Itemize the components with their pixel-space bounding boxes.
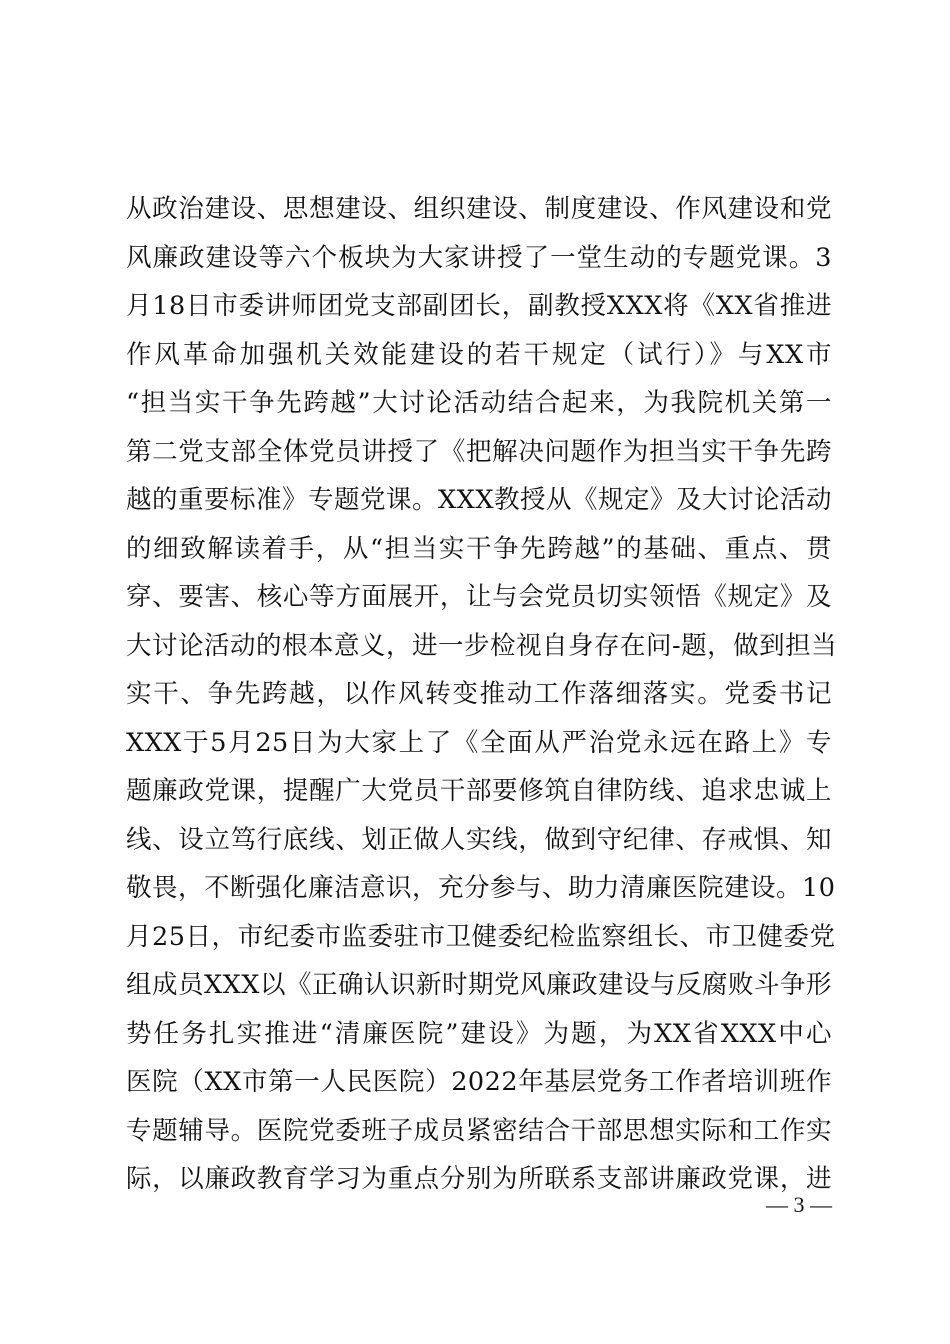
text-line-21: 际，以廉政教育学习为重点分别为所联系支部讲廉政党课，进	[126, 1164, 832, 1194]
text-line-13: 题廉政党课，提醒广大党员干部要修筑自律防线、追求忠诚上	[126, 776, 832, 806]
text-line-8: 的细致解读着手，从“担当实干争先跨越”的基础、重点、贯	[126, 533, 832, 564]
text-line-14: 线、设立笃行底线、划正做人实线，做到守纪律、存戒惧、知	[126, 824, 832, 855]
text-line-5: “担当实干争先跨越”大讨论活动结合起来，为我院机关第一	[126, 388, 832, 418]
text-line-4: 作风革命加强机关效能建设的若干规定（试行）》与XX市	[126, 339, 832, 370]
text-line-7: 越的重要标准》专题党课。XXX教授从《规定》及大讨论活动	[126, 485, 832, 515]
text-line-19: 医院（XX市第一人民医院）2022年基层党务工作者培训班作	[126, 1067, 832, 1097]
text-line-6: 第二党支部全体党员讲授了《把解决问题作为担当实干争先跨	[126, 436, 832, 467]
text-line-18: 势任务扎实推进“清廉医院”建设》为题，为XX省XXX中心	[126, 1018, 832, 1049]
text-line-15: 敬畏，不断强化廉洁意识，充分参与、助力清廉医院建设。10	[126, 873, 836, 903]
body-paragraph	[126, 185, 838, 1204]
text-line-16: 月25日，市纪委市监委驻市卫健委纪检监察组长、市卫健委党	[126, 921, 836, 952]
text-line-20: 专题辅导。医院党委班子成员紧密结合干部思想实际和工作实	[126, 1115, 832, 1146]
text-line-10: 大讨论活动的根本意义，进一步检视自身存在问-题，做到担当	[126, 630, 838, 661]
text-line-9: 穿、要害、核心等方面展开，让与会党员切实领悟《规定》及	[126, 582, 832, 612]
text-line-2: 风廉政建设等六个板块为大家讲授了一堂生动的专题党课。3	[126, 242, 832, 273]
page-number: — 3 —	[766, 1192, 832, 1217]
text-line-1: 从政治建设、思想建设、组织建设、制度建设、作风建设和党	[126, 194, 832, 224]
text-line-3: 月18日市委讲师团党支部副团长，副教授XXX将《XX省推进	[126, 291, 832, 321]
text-line-17: 组成员XXX以《正确认识新时期党风廉政建设与反腐败斗争形	[126, 970, 832, 1000]
text-line-11: 实干、争先跨越，以作风转变推动工作落细落实。党委书记	[126, 679, 832, 709]
text-line-12: XXX于5月25日为大家上了《全面从严治党永远在路上》专	[126, 727, 832, 758]
